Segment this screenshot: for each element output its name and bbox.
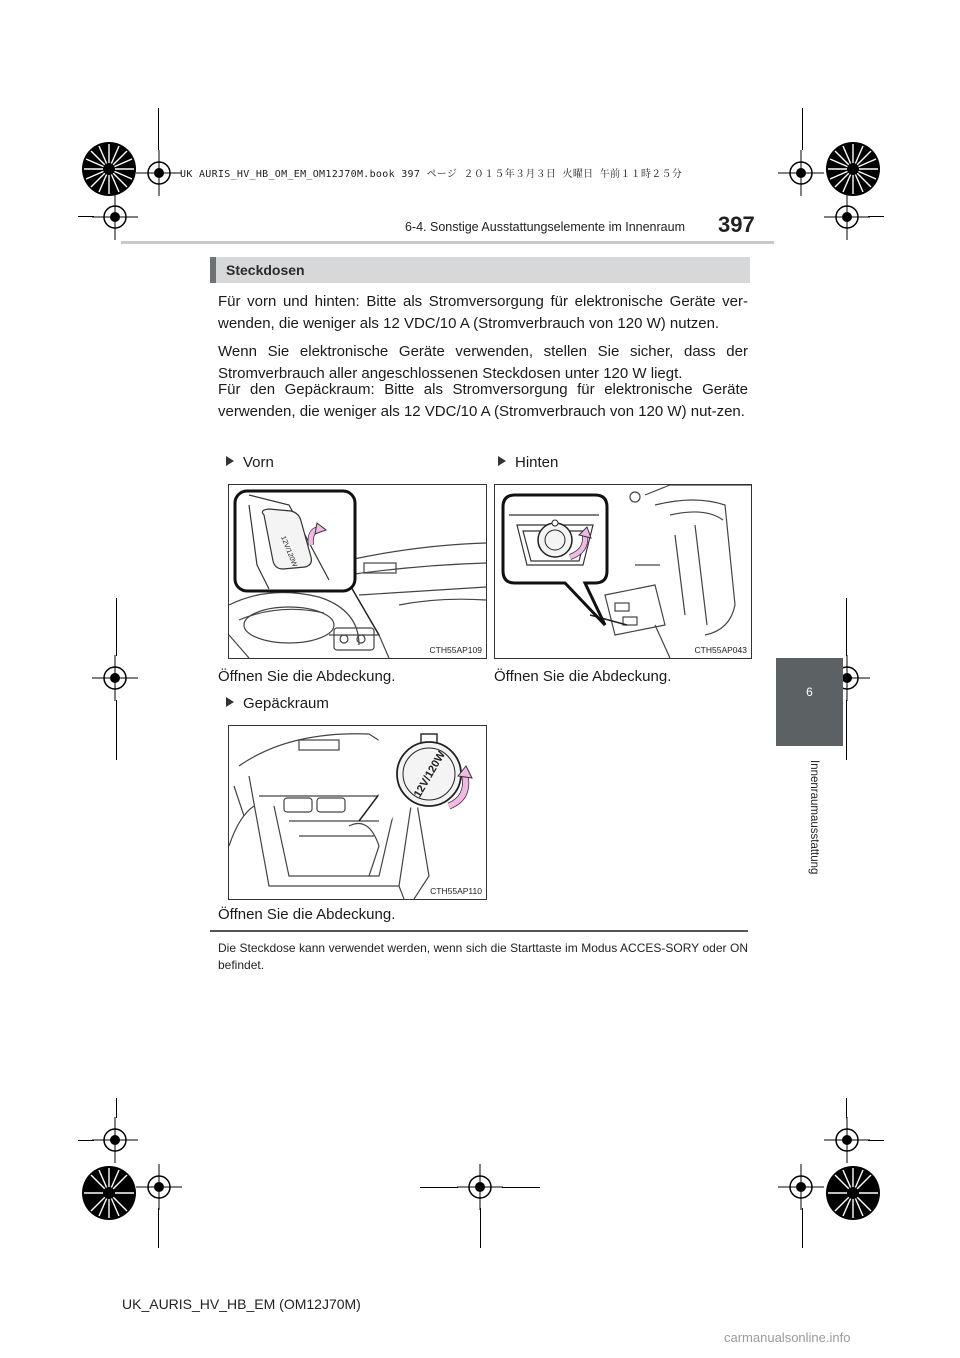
- socket-label: 12V/120W: [279, 535, 298, 569]
- paragraph-power-limit: Wenn Sie elektronische Geräte verwenden, stellen Sie sicher, dass der Stromverbrauch aller angeschlossenen Steckdosen unter 120 W liegt.: [218, 343, 748, 382]
- caption-luggage: Öffnen Sie die Abdeckung.: [218, 906, 396, 923]
- figure-code: CTH55AP043: [694, 645, 747, 655]
- crop-line: [420, 1187, 458, 1188]
- socket-label: 12V/120W: [411, 749, 448, 800]
- bullet-rear: Hinten: [498, 454, 558, 471]
- registration-mark-icon: [78, 1162, 140, 1224]
- crop-line: [158, 108, 159, 150]
- crop-line: [846, 700, 847, 760]
- crop-line: [846, 1098, 847, 1118]
- luggage-compartment-illustration: [229, 726, 486, 899]
- registration-mark-icon: [78, 138, 140, 200]
- figure-code: CTH55AP110: [430, 886, 482, 896]
- crosshair-mark-icon: [824, 1117, 870, 1163]
- crosshair-mark-icon: [778, 150, 824, 196]
- paragraph-luggage: Für den Gepäckraum: Bitte als Stromversorgung für elektronische Geräte verwenden, die weniger als 12 VDC/10 A (Stromverbrauch von 120 W) nut-zen.: [218, 381, 748, 420]
- triangle-bullet-icon: [498, 456, 506, 466]
- crop-line: [78, 1140, 94, 1141]
- rear-console-illustration: [495, 485, 751, 658]
- figure-luggage-socket: [228, 725, 487, 900]
- crosshair-mark-icon: [778, 1164, 824, 1210]
- triangle-bullet-icon: [226, 697, 234, 707]
- footer-code: UK_AURIS_HV_HB_EM (OM12J70M): [122, 1296, 361, 1312]
- front-console-illustration: [229, 485, 486, 658]
- registration-mark-icon: [822, 138, 884, 200]
- crop-line: [868, 1140, 884, 1141]
- figure-front-socket: [228, 484, 487, 659]
- chapter-tab[interactable]: [776, 658, 843, 746]
- note-rule: [210, 930, 748, 932]
- crosshair-mark-icon: [824, 194, 870, 240]
- registration-mark-icon: [822, 1162, 884, 1224]
- section-title-marker: [210, 257, 216, 283]
- crop-line: [158, 1208, 159, 1248]
- crosshair-mark-icon: [92, 1117, 138, 1163]
- triangle-bullet-icon: [226, 456, 234, 466]
- print-info: UK AURIS_HV_HB_OM_EM_OM12J70M.book 397 ページ ２０１５年３月３日 火曜日 午前１１時２５分: [180, 169, 683, 180]
- crop-line: [802, 108, 803, 150]
- watermark[interactable]: carmanualsonline.info: [724, 1330, 851, 1345]
- caption-front: Öffnen Sie die Abdeckung.: [218, 668, 396, 685]
- figure-code: CTH55AP109: [429, 645, 482, 655]
- crop-line: [846, 598, 847, 656]
- crop-line: [116, 1098, 117, 1118]
- bullet-luggage: Gepäckraum: [226, 695, 329, 712]
- crop-line: [116, 700, 117, 760]
- crosshair-mark-icon: [136, 150, 182, 196]
- crosshair-mark-icon: [457, 1164, 503, 1210]
- bullet-front: Vorn: [226, 454, 274, 471]
- crop-line: [78, 216, 94, 217]
- crosshair-mark-icon: [92, 655, 138, 701]
- section-header: 6-4. Sonstige Ausstattungselemente im Innenraum: [404, 220, 685, 234]
- page-number: 397: [718, 212, 755, 237]
- crosshair-mark-icon: [92, 194, 138, 240]
- paragraph-front-rear: Für vorn und hinten: Bitte als Stromversorgung für elektronische Geräte ver-wenden, die weniger als 12 VDC/10 A (Stromverbrauch von 120 W) nutzen.: [218, 293, 748, 332]
- crop-line: [802, 1208, 803, 1248]
- chapter-number: 6: [806, 685, 813, 699]
- crosshair-mark-icon: [136, 1164, 182, 1210]
- chapter-title: Innenraumausstattung: [808, 760, 820, 875]
- figure-rear-socket: [494, 484, 752, 659]
- section-title: Steckdosen: [226, 262, 305, 278]
- crop-line: [502, 1187, 540, 1188]
- crop-line: [480, 1208, 481, 1248]
- crop-line: [868, 216, 884, 217]
- crop-line: [116, 598, 117, 656]
- note-text: Die Steckdose kann verwendet werden, wenn sich die Starttaste im Modus ACCES-SORY oder ON befindet.: [218, 941, 748, 972]
- header-rule: [121, 241, 774, 244]
- caption-rear: Öffnen Sie die Abdeckung.: [494, 668, 672, 685]
